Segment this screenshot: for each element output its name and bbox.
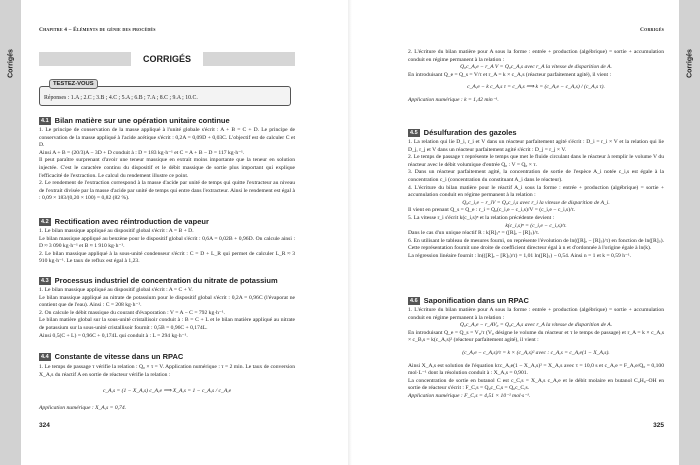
text: 4.6 <box>410 297 418 304</box>
right-page <box>408 0 664 465</box>
text: 4.2 <box>41 218 49 225</box>
section-body <box>39 127 295 203</box>
section-heading <box>408 128 517 137</box>
text: Application numérique : k = 1,42 min⁻¹. <box>408 96 499 103</box>
text: 2. On calcule le débit massique du courant d'évaporation : V = A − C = 792 kg·h⁻¹. <box>39 309 225 316</box>
section-body <box>408 307 664 401</box>
equation: k(c_i,s)ⁿ = (c_i,e − c_i,s)/τ. <box>505 222 567 229</box>
answers: Réponses : 1.A ; 2.C ; 3.B ; 4.C ; 5.A ; 6.B ; 7.A ; 8.C ; 9.A ; 10.C. <box>44 95 198 101</box>
text: Ainsi X_A,s est solution de l'équation kτc_A,e(1 − X_A,s)² = X_A,s avec τ = 10,0 s et c_A,e = F_A,e/Q₀ = 0,100 mol·L⁻¹ dont la résolution conduit à : X_A,s = 0,901. <box>408 362 664 377</box>
banner-title: CORRIGÉS <box>142 54 191 64</box>
text: Application numérique : F_C,s = 4,51 × 10⁻² mol·s⁻¹. <box>408 392 531 399</box>
text: 4.1 <box>41 117 49 124</box>
section-heading <box>39 352 183 361</box>
section-heading <box>408 296 529 305</box>
text: Dans le cas d'un unique réactif R : k[R]ₛⁿ = ([R]ₑ − [R]ₛ)/τ. <box>408 230 540 237</box>
text: 2. Le temps de passage τ représente le temps que met le fluide circulant dans le réacteur à remplir le volume V du réacteur avec le débit volumique d'entrée Q₀ : V = Q₀ × τ. <box>408 154 664 168</box>
section-heading <box>39 217 209 226</box>
equation: Q₀c_i,e − r_iV = Q₀c_i,s avec r_i la vitesse de disparition de A_i. <box>462 199 610 206</box>
text: Désulfuration des gazoles <box>423 128 517 137</box>
side-tab-left <box>0 0 21 465</box>
text: Constante de vitesse dans un RPAC <box>54 352 184 361</box>
text: Le bilan massique appliqué au benzène pour le dispositif global s'écrit : 0,6A = 0,02B + 0,96D. On calcule ainsi : D ≈ 3 090 kg·h⁻¹ et B ≈ 1 910 kg·h⁻¹. <box>39 235 295 250</box>
text: Il vient en prenant Q_s = Q_e : r_i = Q₀(c_i,e − c_i,s)/V = (c_i,e − c_i,s)/τ. <box>408 207 576 214</box>
text: Ainsi A + B = (20/3)A − 3D + D conduit à : D = 183 kg·h⁻¹ et C = A + B − D = 117 kg·h⁻¹. <box>39 149 245 156</box>
page-number: 325 <box>653 422 664 429</box>
side-tab-label: Corrigés <box>686 49 693 78</box>
text: 4.3 <box>41 277 49 284</box>
section-body <box>408 139 664 261</box>
text: 1. La relation qui lie D_i, r_i et V dans un réacteur parfaitement agité s'écrit : D_i = r_i × V et la relation qui lie D_j, r_j et V dans un réacteur parfaitement agité s'écrit : D_j = r_j × V. <box>408 139 664 153</box>
text: 4.4 <box>41 353 49 360</box>
text: Le bilan massique appliqué au nitrate de potassium pour le dispositif global s'écrit : 0,2A = 0,96C (l'évaporat ne contient que de l'eau). Ainsi : C = 208 kg·h⁻¹. <box>39 294 295 309</box>
text: Il peut paraître surprenant d'avoir une teneur massique en extrait moins importante que la teneur en solution injectée. C'est le caractère continu du dispositif et le débit massique de sortie plus important qui explique l'efficacité de l'extraction. Le calcul du rendement illustre ce point. <box>39 157 295 179</box>
left-page <box>39 0 295 465</box>
text: 1. Le bilan massique appliqué au dispositif global s'écrit : A = B + D. <box>39 228 194 234</box>
text: Rectification avec réintroduction de vapeur <box>54 217 209 226</box>
text: Le bilan matière global sur la sous-unité cristallisoir conduit à : B = C + L et le bilan matière appliqué au nitrate de potassium sur la sous-unité cristallisoir fournit : 0,5B = 0,96C + 0,174L. <box>39 317 295 331</box>
text: En introduisant Q_e = Q_s = V/τ et r_A = k × c_A,s (réacteur parfaitement agité), il vient : <box>408 71 612 78</box>
side-tab-right <box>679 0 700 465</box>
text: En introduisant Q_e = Q_s = V₀/τ (V₀ désigne le volume du réacteur et τ le temps de passage) et r_A = k × c_A,s × c_B,s = k(c_A,s)² (réacteur parfaitement agité), il vient : <box>408 329 664 344</box>
text: 5. La vitesse r_i s'écrit k(c_i,s)ⁿ et la relation précédente devient : <box>408 214 555 221</box>
text: 2. Le bilan massique appliqué à la sous-unité condenseur s'écrit : C = D + L_R qui permet de calculer L_R ≈ 3 910 kg·h⁻¹. Le taux de reflux est égal à 1,23. <box>39 250 295 265</box>
text: 1. Le bilan massique appliqué au dispositif global s'écrit : A = C + V. <box>39 287 193 293</box>
text: 4. L'écriture du bilan matière pour le réactif A_i sous la forme : entrée + production (algébrique) = sortie + accumulation conduit en régime permanent à la relation : <box>408 184 664 199</box>
text: 1. Le principe de conservation de la masse appliqué à l'unité globale s'écrit : A + B = C + D. Le principe de conservation de la masse appliqué à l'acide acétique s'écrit : 0,2A = 0,09D + 0,03C. L'objectif est de calculer C et D. <box>39 127 295 149</box>
equation: (c_A,e − c_A,s)/τ = k × (c_A,s)² avec : c_A,s = c_A,e(1 − X_A,s). <box>462 349 610 356</box>
section-body <box>39 364 295 412</box>
text: 2. L'écriture du bilan matière pour A sous la forme : entrée + production (algébrique) = sortie + accumulation conduit en régime permanent à la relation : <box>408 49 664 63</box>
text: 1. L'écriture du bilan matière pour A sous la forme : entrée + production (algébrique) = sortie + accumulation conduit en régime permanent à la relation : <box>408 307 664 321</box>
running-head: Chapitre 4 – Éléments de génie des procédés <box>39 27 156 33</box>
side-tab-label: Corrigés <box>7 49 14 78</box>
equation: c_A,s = (1 − X_A,s) c_A,e ⟹ X_A,s = 1 − c_A,s / c_A,e <box>102 388 232 395</box>
text: La régression linéaire fournit : ln(([R]ₑ − [R]ₛ)/τ) = 1,01 ln([R]ₛ) − 0,54. Ainsi n = 1 et k = 0,59 h⁻¹. <box>408 252 632 259</box>
corriges-banner <box>39 52 295 66</box>
text: Ainsi 0,5(C + L) = 0,96C + 0,174L qui conduit à : L = 294 kg·h⁻¹. <box>39 332 188 339</box>
text: 6. En utilisant le tableau de mesures fourni, on représente l'évolution de ln(([R]ₑ − [R]ₛ)/τ) en fonction de ln([R]ₛ). Cette représentation fournit une droite de coefficient directeur égal à n et d'ordonnée à l'origine égale à ln(k). <box>408 237 664 252</box>
text: Bilan matière sur une opération unitaire continue <box>54 116 230 125</box>
text: 3. Dans un réacteur parfaitement agité, la concentration de sortie de l'espèce A_i notée c_i,s est égale à la concentration c_i (concentration du constituant A_i dans le réacteur). <box>408 169 664 183</box>
testez-vous-box <box>39 86 291 106</box>
testez-vous-label: TESTEZ-VOUS <box>49 79 98 89</box>
page-number: 324 <box>39 422 50 429</box>
section-body <box>408 49 664 105</box>
section-heading <box>39 116 230 125</box>
text: Processus industriel de concentration du nitrate de potassium <box>54 276 278 285</box>
text: 4.5 <box>410 129 418 136</box>
equation: Q₀c_A,e − r_AV₀ = Q₀c_A,s avec r_A la vitesse de disparition de A. <box>459 322 613 329</box>
section-body <box>39 228 295 266</box>
equation: c_A,e − k c_A,s τ = c_A,s ⟹ k = (c_A,e − c_A,s) / (c_A,s τ). <box>467 84 605 91</box>
text: Saponification dans un RPAC <box>423 296 529 305</box>
equation: Q₀c_A,e − r_A V = Q₀c_A,s avec r_A la vitesse de disparition de A. <box>460 64 612 71</box>
text: 2. Le rendement de l'extraction correspond à la masse d'acide par unité de temps qui quitte l'extracteur au niveau de l'extrait divisée par la masse d'acide par unité de temps qui entre dans l'extracteur. Ainsi le rendement est égal à : 0,09 × 183/(0,20 × 100) = 0,82 (82 %). <box>39 180 295 202</box>
section-heading <box>39 276 278 285</box>
section-body <box>39 287 295 340</box>
page-gutter <box>348 0 352 465</box>
running-head: Corrigés <box>640 27 664 33</box>
text: La concentration de sortie en butanol C est c_C,s = X_A,s c_A,e et le débit molaire en butanol C₄H₉–OH en sortie de réacteur s'écrit : F_C,s = Q₀c_C,s = Q₀c_C,s. <box>408 377 664 392</box>
text: Application numérique : X_A,s = 0,74. <box>39 404 127 411</box>
text: 1. Le temps de passage τ vérifie la relation : Q₀ × τ = V. Application numérique : τ = 2 min. Le taux de conversion X_A,s du réactif A en sortie de réacteur vérifie la relation : <box>39 364 295 378</box>
